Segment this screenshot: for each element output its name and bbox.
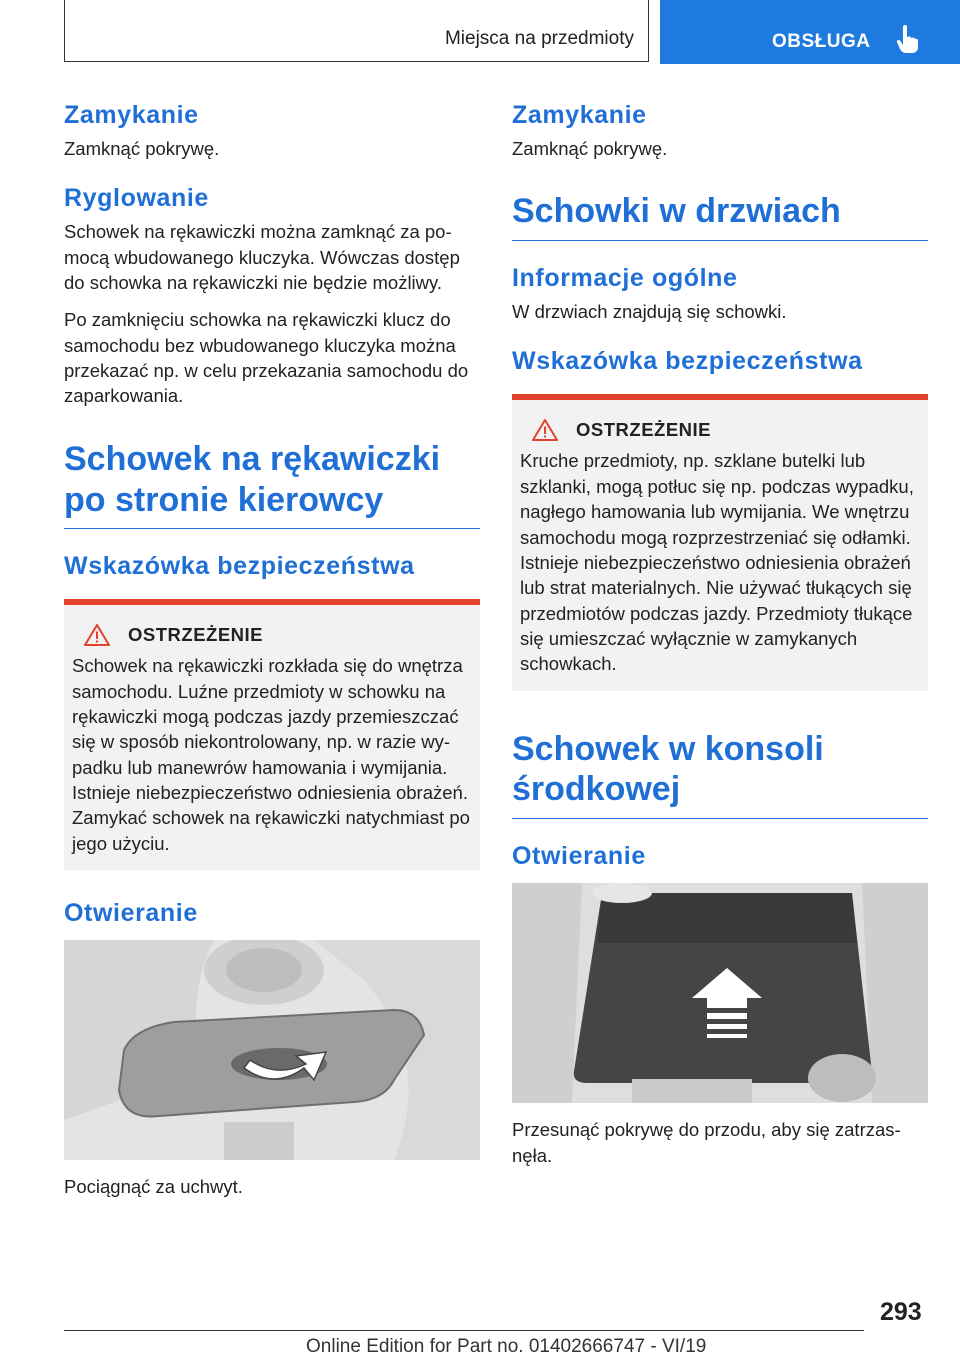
console-cover-photo <box>512 883 928 1103</box>
locking-heading: Ryglowanie <box>64 184 209 213</box>
warning-triangle-icon <box>532 418 558 442</box>
general-text: W drzwiach znajdują się schowki. <box>512 301 787 323</box>
locking-paragraph-1: Schowek na rękawiczki można zamknąć za pomocą wbudowanego kluczyka. Wówczas dostęp do schowka na rękawiczki nie będzie możliwy. <box>64 221 460 294</box>
warning-triangle-icon <box>84 623 110 647</box>
locking-paragraph-2: Po zamknięciu schowka na rękawiczki klucz do samochodu bez wbudowanego kluczyka można przekazać np. w celu przekazania samochodu do zaparkowania. <box>64 309 469 407</box>
closing-heading: Zamykanie <box>64 101 199 129</box>
warning-box <box>64 599 480 870</box>
opening-caption: Pociągnąć za uchwyt. <box>64 1176 243 1198</box>
glovebox-handle-photo <box>64 940 480 1160</box>
general-heading: Informacje ogólne <box>512 264 738 293</box>
warning-title: OSTRZEŻENIE <box>576 419 712 441</box>
section-heading-glovebox: Schowek na rękawiczki po stronie kierowcy <box>64 439 480 530</box>
hand-pointer-icon <box>895 24 919 54</box>
warning-header <box>520 418 920 442</box>
footer-divider <box>64 1330 864 1331</box>
section-title: Miejsca na przedmioty <box>444 28 634 49</box>
closing-text: Zamknąć pokrywę. <box>64 138 220 159</box>
opening-heading: Otwieranie <box>512 842 646 871</box>
warning-box <box>512 394 928 690</box>
chapter-tab-label: OBSŁUGA <box>772 31 871 52</box>
section-heading-door-pockets: Schowki w drzwiach <box>512 191 928 241</box>
right-column <box>512 100 928 1180</box>
opening-caption: Przesunąć pokrywę do przodu, aby się zatrzasnęła. <box>512 1119 901 1166</box>
page-number: 293 <box>880 1298 922 1326</box>
chapter-tab[interactable] <box>660 0 960 64</box>
warning-title: OSTRZEŻENIE <box>128 624 264 646</box>
edition-footer: Online Edition for Part no. 01402666747 - VI/19 <box>306 1336 707 1357</box>
safety-heading: Wskazówka bezpieczeństwa <box>64 552 415 581</box>
closing-heading: Zamykanie <box>512 101 647 129</box>
left-column <box>64 100 480 1211</box>
header-box <box>64 0 649 62</box>
opening-heading: Otwieranie <box>64 899 198 928</box>
warning-header <box>72 623 472 647</box>
closing-text: Zamknąć pokrywę. <box>512 138 668 159</box>
section-heading-console: Schowek w konsoli środkowej <box>512 729 928 820</box>
warning-text: Schowek na rękawiczki rozkłada się do wnętrza samochodu. Luźne przedmioty w schowku na rękawiczki mogą podczas jazdy przemieszczać się w sposób niekontrolowany, np. w razie wypadku lub manewrów hamowania i wymijania. Istnieje niebezpieczeństwo odniesienia obrażeń. Zamykać schowek na rękawiczki natychmiast po jego użyciu. <box>72 655 470 854</box>
warning-text: Kruche przedmioty, np. szklane butelki lub szklanki, mogą potłuc się np. podczas wypadku, nagłego hamowania lub wymijania. We wnętrzu samochodu mogą rozprzestrzeniać się odłamki. Istnieje niebezpieczeństwo odniesienia obrażeń lub strat materialnych. Nie używać tłukących się przedmiotów podczas jazdy. Przedmioty tłukące się umieszczać wyłącznie w zamykanych schowkach. <box>520 450 914 675</box>
safety-heading: Wskazówka bezpieczeństwa <box>512 347 863 376</box>
